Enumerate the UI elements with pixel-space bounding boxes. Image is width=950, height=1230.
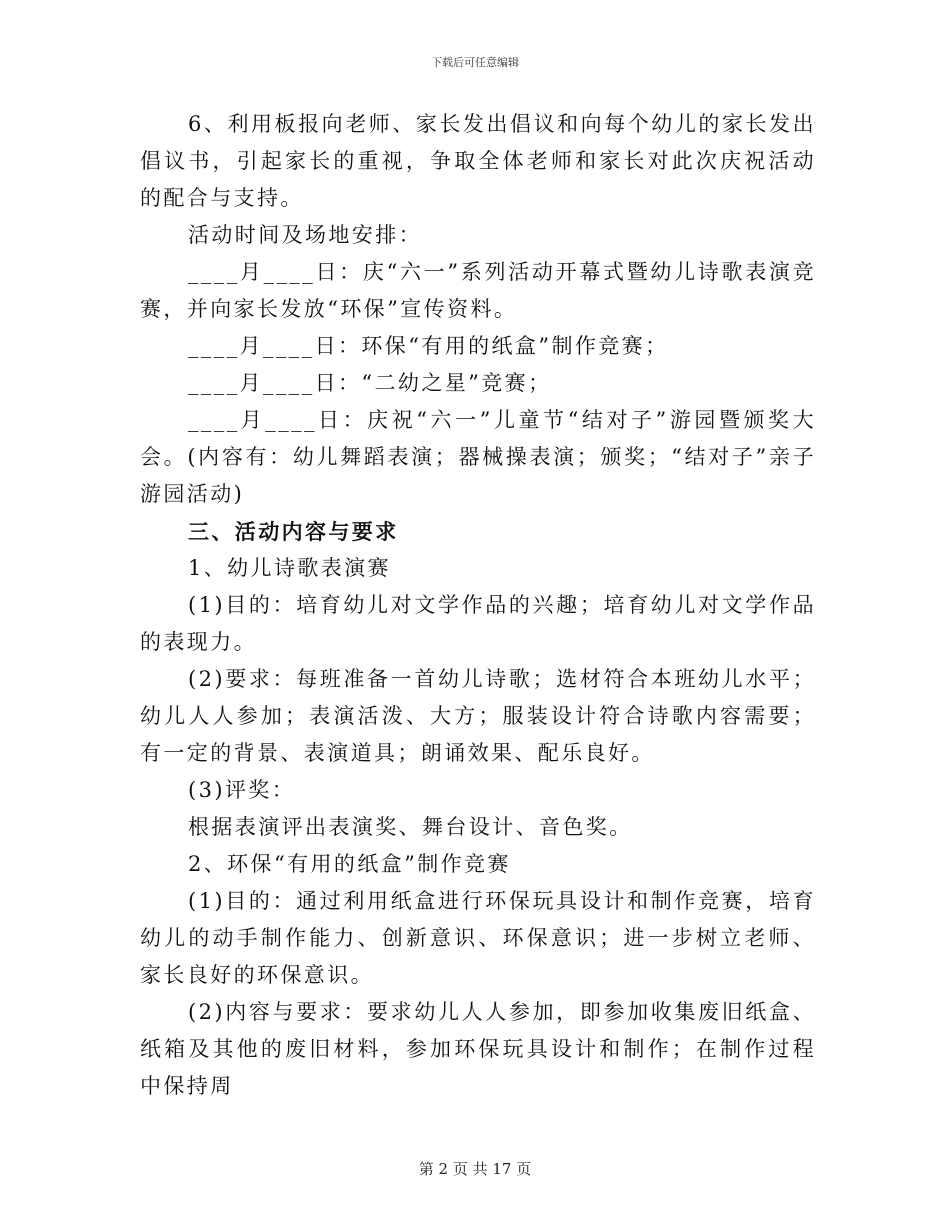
poetry-purpose: (1)目的：培育幼儿对文学作品的兴趣；培育幼儿对文学作品的表现力。	[140, 593, 816, 654]
poetry-requirements: (2)要求：每班准备一首幼儿诗歌；选材符合本班幼儿水平；幼儿人人参加；表演活泼、大方；服装设计符合诗歌内容需要；有一定的背景、表演道具；朗诵效果、配乐良好。	[140, 667, 816, 765]
subsection-heading-poetry: 1、幼儿诗歌表演赛	[188, 556, 391, 580]
page-number-footer: 第 2 页 共 17 页	[418, 1160, 532, 1178]
schedule-heading: 活动时间及场地安排：	[188, 223, 422, 247]
schedule-item-gala: ____月____日：庆祝“六一”儿童节“结对子”游园暨颁奖大会。(内容有：幼儿舞蹈表演；器械操表演；颁奖；“结对子”亲子游园活动)	[140, 408, 816, 506]
paragraph-item-6: 6、利用板报向老师、家长发出倡议和向每个幼儿的家长发出倡议书，引起家长的重视，争取全体老师和家长对此次庆祝活动的配合与支持。	[140, 112, 816, 210]
paperbox-purpose: (1)目的：通过利用纸盒进行环保玩具设计和制作竞赛，培育幼儿的动手制作能力、创新意识、环保意识；进一步树立老师、家长良好的环保意识。	[140, 889, 816, 987]
schedule-item-paperbox: ____月____日：环保“有用的纸盒”制作竞赛；	[188, 334, 669, 358]
schedule-item-star: ____月____日：“二幼之星”竞赛；	[188, 371, 552, 395]
poetry-awards-heading: (3)评奖：	[188, 778, 296, 802]
page-header: 下载后可任意编辑	[431, 56, 519, 69]
section-heading-three: 三、活动内容与要求	[188, 519, 399, 544]
paperbox-requirements: (2)内容与要求：要求幼儿人人参加，即参加收集废旧纸盒、纸箱及其他的废旧材料，参加环保玩具设计和制作；在制作过程中保持周	[140, 1000, 816, 1098]
subsection-heading-paperbox: 2、环保“有用的纸盒”制作竞赛	[188, 852, 511, 876]
document-body	[140, 106, 816, 1105]
schedule-item-opening: ____月____日：庆“六一”系列活动开幕式暨幼儿诗歌表演竞赛，并向家长发放“环保”宣传资料。	[140, 260, 816, 321]
poetry-awards-text: 根据表演评出表演奖、舞台设计、音色奖。	[188, 815, 633, 839]
